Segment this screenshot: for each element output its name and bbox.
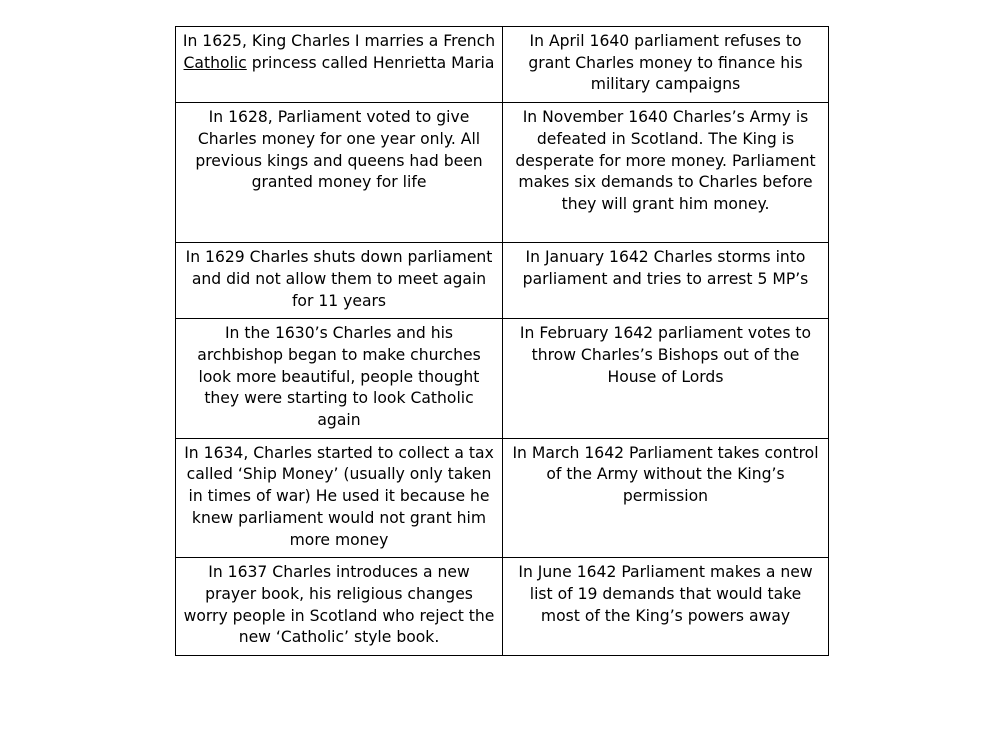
- event-card: In the 1630’s Charles and his archbishop began to make churches look more beautiful, people thought they were starting to look Catholic again: [176, 319, 503, 439]
- event-card: [176, 27, 503, 103]
- table-row: [176, 319, 829, 439]
- event-text: princess called Henrietta Maria: [246, 53, 495, 72]
- event-card: In 1628, Parliament voted to give Charles money for one year only. All previous kings and queens had been granted money for life: [176, 103, 503, 243]
- table-row: [176, 438, 829, 558]
- event-card: In January 1642 Charles storms into parliament and tries to arrest 5 MP’s: [503, 243, 829, 319]
- table-row: [176, 558, 829, 656]
- event-card: In November 1640 Charles’s Army is defeated in Scotland. The King is desperate for more money. Parliament makes six demands to Charles before they will grant him money.: [503, 103, 829, 243]
- table-row: [176, 243, 829, 319]
- event-card: In 1637 Charles introduces a new prayer book, his religious changes worry people in Scotland who reject the new ‘Catholic’ style book.: [176, 558, 503, 656]
- event-card: In April 1640 parliament refuses to grant Charles money to finance his military campaigns: [503, 27, 829, 103]
- event-cards-table: [175, 26, 829, 656]
- event-card: In 1629 Charles shuts down parliament and did not allow them to meet again for 11 years: [176, 243, 503, 319]
- table-row: [176, 103, 829, 243]
- event-card: In June 1642 Parliament makes a new list of 19 demands that would take most of the King’s powers away: [503, 558, 829, 656]
- event-text-underlined: Catholic: [183, 53, 247, 72]
- table-row: [176, 27, 829, 103]
- event-text: In 1625, King Charles I marries a French: [182, 32, 496, 50]
- event-card: In March 1642 Parliament takes control of the Army without the King’s permission: [503, 438, 829, 558]
- event-card: In February 1642 parliament votes to throw Charles’s Bishops out of the House of Lords: [503, 319, 829, 439]
- event-card: In 1634, Charles started to collect a tax called ‘Ship Money’ (usually only taken in times of war) He used it because he knew parliament would not grant him more money: [176, 438, 503, 558]
